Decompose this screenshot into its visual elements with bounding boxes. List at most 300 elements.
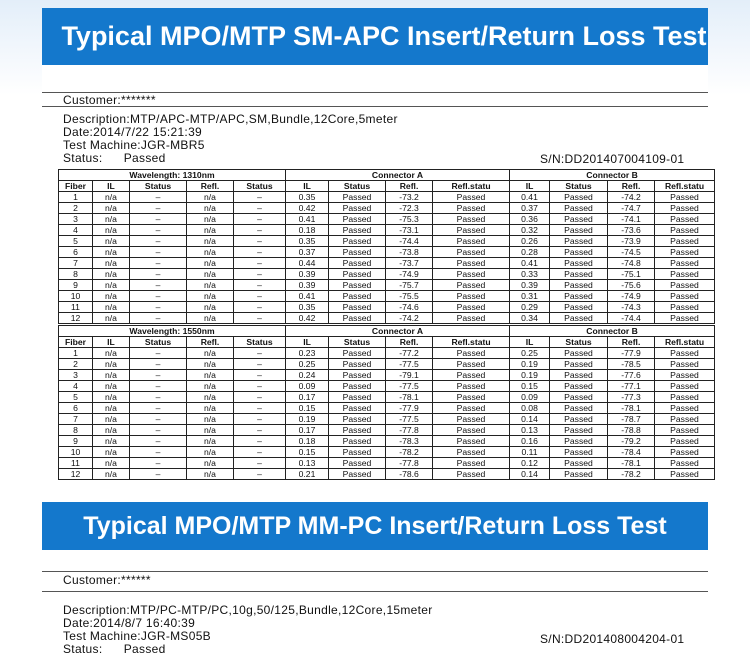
table-row — [59, 269, 715, 280]
table-cell: Passed — [655, 403, 715, 414]
table-cell: -79.2 — [608, 436, 655, 447]
table-cell: 3 — [59, 370, 93, 381]
table-cell: -77.9 — [386, 403, 433, 414]
connector-a-header: Connector A — [286, 170, 510, 181]
table-cell: -74.2 — [608, 192, 655, 203]
table-cell: 0.33 — [510, 269, 550, 280]
table-cell: 0.17 — [286, 392, 329, 403]
table-row — [59, 425, 715, 436]
connector-b-header: Connector B — [510, 170, 715, 181]
table-row — [59, 203, 715, 214]
table-cell: Passed — [655, 280, 715, 291]
column-header: Refl.statu — [655, 181, 715, 192]
table-cell: Passed — [655, 269, 715, 280]
table-cell: -74.9 — [386, 269, 433, 280]
table-cell: n/a — [187, 458, 234, 469]
table-cell: Passed — [550, 225, 608, 236]
table-cell: n/a — [187, 425, 234, 436]
table-cell: Passed — [433, 414, 510, 425]
table-cell: -74.8 — [608, 258, 655, 269]
description-field: Description:MTP/APC-MTP/APC,SM,Bundle,12Core,5meter — [63, 112, 398, 126]
status-field — [63, 643, 166, 656]
table-cell: Passed — [655, 348, 715, 359]
table-cell: n/a — [93, 458, 130, 469]
table-cell: 0.15 — [286, 447, 329, 458]
table-cell: -74.6 — [386, 302, 433, 313]
table-cell: Passed — [329, 469, 386, 480]
column-header: Status — [234, 337, 286, 348]
table-cell: Passed — [329, 447, 386, 458]
table-cell: Passed — [433, 392, 510, 403]
table-cell: -75.1 — [608, 269, 655, 280]
table-cell: – — [234, 236, 286, 247]
table-cell: – — [234, 203, 286, 214]
table-cell: n/a — [187, 436, 234, 447]
test-table-1310 — [58, 169, 715, 324]
table-cell: 0.19 — [510, 359, 550, 370]
table-cell: n/a — [93, 359, 130, 370]
table-cell: Passed — [655, 214, 715, 225]
table-cell: Passed — [655, 192, 715, 203]
table-cell: Passed — [433, 236, 510, 247]
serial-number: S/N:DD201407004109-01 — [540, 152, 685, 166]
table-cell: -78.4 — [608, 447, 655, 458]
table-cell: Passed — [655, 425, 715, 436]
table-cell: 1 — [59, 348, 93, 359]
table-cell: 0.12 — [510, 458, 550, 469]
table-cell: Passed — [550, 414, 608, 425]
table-cell: 0.31 — [510, 291, 550, 302]
column-header: IL — [510, 337, 550, 348]
table-cell: Passed — [655, 291, 715, 302]
table-cell: n/a — [93, 469, 130, 480]
table-cell: Passed — [329, 392, 386, 403]
table-cell: Passed — [655, 392, 715, 403]
table-cell: Passed — [329, 236, 386, 247]
table-cell: 0.35 — [286, 302, 329, 313]
table-cell: Passed — [329, 425, 386, 436]
table-cell: Passed — [655, 313, 715, 324]
table-cell: – — [130, 469, 187, 480]
table-cell: 2 — [59, 203, 93, 214]
table-cell: n/a — [93, 236, 130, 247]
table-cell: – — [234, 302, 286, 313]
table-cell: – — [234, 192, 286, 203]
column-header: Refl. — [608, 337, 655, 348]
table-cell: Passed — [433, 469, 510, 480]
table-cell: Passed — [655, 247, 715, 258]
table-cell: Passed — [329, 247, 386, 258]
divider — [42, 106, 708, 107]
customer-field: Customer:******* — [63, 93, 156, 107]
table-cell: -74.3 — [608, 302, 655, 313]
table-cell: Passed — [433, 403, 510, 414]
table-cell: n/a — [187, 348, 234, 359]
table-row — [59, 403, 715, 414]
table-row — [59, 359, 715, 370]
table-cell: 0.19 — [286, 414, 329, 425]
table-cell: -74.1 — [608, 214, 655, 225]
column-header: Refl. — [608, 181, 655, 192]
table-cell: 0.18 — [286, 436, 329, 447]
table-cell: Passed — [550, 348, 608, 359]
table-cell: Passed — [433, 280, 510, 291]
status-value: Passed — [123, 151, 166, 165]
table-cell: -75.3 — [386, 214, 433, 225]
table-cell: Passed — [550, 469, 608, 480]
column-header: Refl. — [386, 181, 433, 192]
table-cell: -72.3 — [386, 203, 433, 214]
divider — [42, 591, 708, 592]
table-cell: Passed — [329, 403, 386, 414]
table-cell: Passed — [433, 258, 510, 269]
table-cell: Passed — [655, 447, 715, 458]
status-label: Status: — [63, 642, 103, 656]
customer-field: Customer:****** — [63, 573, 151, 587]
table-cell: 0.17 — [286, 425, 329, 436]
table-cell: 0.11 — [510, 447, 550, 458]
table-cell: Passed — [550, 436, 608, 447]
table-row — [59, 381, 715, 392]
table-cell: 0.24 — [286, 370, 329, 381]
table-cell: Passed — [433, 302, 510, 313]
table-cell: n/a — [187, 236, 234, 247]
column-header: IL — [93, 337, 130, 348]
table-cell: n/a — [93, 414, 130, 425]
table-cell: Passed — [655, 236, 715, 247]
table-cell: -78.3 — [386, 436, 433, 447]
table-cell: n/a — [187, 203, 234, 214]
test-machine-field: Test Machine:JGR-MBR5 — [63, 138, 205, 152]
divider — [42, 571, 708, 572]
table-cell: Passed — [329, 381, 386, 392]
table-cell: Passed — [329, 291, 386, 302]
table-cell: -78.5 — [608, 359, 655, 370]
table-cell: Passed — [433, 359, 510, 370]
table-cell: 9 — [59, 436, 93, 447]
table-cell: – — [234, 313, 286, 324]
table-cell: Passed — [655, 414, 715, 425]
table-cell: Passed — [550, 214, 608, 225]
table-row — [59, 447, 715, 458]
table-cell: Passed — [329, 414, 386, 425]
table-cell: n/a — [187, 359, 234, 370]
table-cell: n/a — [93, 258, 130, 269]
table-cell: -77.2 — [386, 348, 433, 359]
table-cell: -73.1 — [386, 225, 433, 236]
table-cell: -77.9 — [608, 348, 655, 359]
table-cell: – — [234, 291, 286, 302]
table-cell: 0.42 — [286, 313, 329, 324]
table-cell: 0.36 — [510, 214, 550, 225]
table-cell: -78.1 — [608, 458, 655, 469]
table-cell: 6 — [59, 403, 93, 414]
table-cell: – — [234, 414, 286, 425]
table-cell: -77.5 — [386, 414, 433, 425]
table-cell: -75.7 — [386, 280, 433, 291]
table-cell: Passed — [550, 313, 608, 324]
table-cell: -75.5 — [386, 291, 433, 302]
table-cell: 11 — [59, 458, 93, 469]
table-cell: -77.5 — [386, 381, 433, 392]
table-cell: Passed — [329, 280, 386, 291]
table-cell: Passed — [550, 192, 608, 203]
table-cell: Passed — [329, 458, 386, 469]
table-cell: 0.34 — [510, 313, 550, 324]
table-cell: – — [130, 247, 187, 258]
table-cell: 0.15 — [510, 381, 550, 392]
table-row — [59, 469, 715, 480]
table-cell: n/a — [187, 192, 234, 203]
table-cell: – — [234, 214, 286, 225]
table-row — [59, 370, 715, 381]
table-cell: – — [234, 370, 286, 381]
table-cell: n/a — [187, 280, 234, 291]
table-cell: Passed — [550, 302, 608, 313]
table-cell: -77.1 — [608, 381, 655, 392]
table-cell: – — [130, 280, 187, 291]
table-cell: Passed — [550, 269, 608, 280]
table-cell: Passed — [329, 348, 386, 359]
table-cell: -78.1 — [608, 403, 655, 414]
table-cell: 3 — [59, 214, 93, 225]
table-cell: 0.18 — [286, 225, 329, 236]
table-cell: – — [234, 403, 286, 414]
table-cell: 11 — [59, 302, 93, 313]
table-cell: – — [234, 258, 286, 269]
table-cell: Passed — [329, 203, 386, 214]
table-cell: – — [130, 359, 187, 370]
table-cell: -73.7 — [386, 258, 433, 269]
table-row — [59, 225, 715, 236]
table-cell: n/a — [93, 203, 130, 214]
column-header: Status — [130, 337, 187, 348]
table-cell: 0.42 — [286, 203, 329, 214]
table-cell: Passed — [550, 392, 608, 403]
table-row — [59, 291, 715, 302]
table-cell: 0.41 — [286, 214, 329, 225]
table-cell: n/a — [93, 436, 130, 447]
column-header: Status — [234, 181, 286, 192]
table-cell: Passed — [550, 381, 608, 392]
table-cell: -78.2 — [608, 469, 655, 480]
table-cell: – — [234, 458, 286, 469]
table-cell: Passed — [655, 381, 715, 392]
table-cell: Passed — [550, 258, 608, 269]
table-cell: 0.37 — [510, 203, 550, 214]
table-cell: – — [130, 414, 187, 425]
table-cell: 0.19 — [510, 370, 550, 381]
table-cell: n/a — [187, 225, 234, 236]
table-cell: n/a — [93, 348, 130, 359]
table-cell: Passed — [550, 280, 608, 291]
table-cell: n/a — [93, 247, 130, 258]
table-cell: Passed — [433, 313, 510, 324]
table-cell: -77.5 — [386, 359, 433, 370]
table-cell: 0.13 — [510, 425, 550, 436]
column-header: Status — [550, 337, 608, 348]
table-cell: – — [130, 192, 187, 203]
wavelength-cell — [59, 170, 286, 181]
table-cell: 0.39 — [286, 269, 329, 280]
table-cell: – — [130, 425, 187, 436]
table-cell: – — [234, 280, 286, 291]
table-cell: -77.8 — [386, 425, 433, 436]
table-cell: Passed — [329, 436, 386, 447]
table-cell: Passed — [329, 370, 386, 381]
column-header: Fiber — [59, 181, 93, 192]
table-cell: 5 — [59, 392, 93, 403]
table-cell: Passed — [433, 192, 510, 203]
table-cell: Passed — [655, 203, 715, 214]
table-cell: n/a — [187, 414, 234, 425]
table-cell: – — [234, 359, 286, 370]
table-cell: 0.35 — [286, 236, 329, 247]
table-cell: 12 — [59, 469, 93, 480]
table-cell: n/a — [187, 469, 234, 480]
table-cell: n/a — [93, 403, 130, 414]
column-header: Status — [329, 181, 386, 192]
table-row — [59, 392, 715, 403]
table-cell: – — [130, 392, 187, 403]
table-cell: Passed — [550, 403, 608, 414]
column-header: Refl.statu — [655, 337, 715, 348]
table-cell: Passed — [329, 225, 386, 236]
table-cell: Passed — [655, 258, 715, 269]
table-cell: 0.39 — [286, 280, 329, 291]
table-cell: n/a — [187, 370, 234, 381]
table-cell: – — [130, 348, 187, 359]
table-cell: n/a — [93, 269, 130, 280]
table-cell: 0.28 — [510, 247, 550, 258]
table-cell: – — [130, 302, 187, 313]
table-cell: 5 — [59, 236, 93, 247]
table-cell: n/a — [187, 258, 234, 269]
column-header: Status — [329, 337, 386, 348]
table-cell: Passed — [655, 458, 715, 469]
table-cell: n/a — [187, 302, 234, 313]
table-cell: Passed — [550, 236, 608, 247]
table-cell: Passed — [550, 291, 608, 302]
column-header: Refl.statu — [433, 181, 510, 192]
table-cell: Passed — [329, 214, 386, 225]
table-row — [59, 458, 715, 469]
table-cell: 0.13 — [286, 458, 329, 469]
table-cell: Passed — [433, 269, 510, 280]
table-cell: Passed — [329, 269, 386, 280]
table-cell: -74.5 — [608, 247, 655, 258]
table-cell: 0.09 — [510, 392, 550, 403]
table-cell: n/a — [187, 381, 234, 392]
table-cell: Passed — [433, 348, 510, 359]
table-cell: – — [130, 313, 187, 324]
table-row — [59, 214, 715, 225]
table-cell: – — [234, 381, 286, 392]
table-cell: 0.37 — [286, 247, 329, 258]
table-row — [59, 192, 715, 203]
table-cell: 4 — [59, 225, 93, 236]
table-cell: 0.41 — [510, 192, 550, 203]
table-cell: Passed — [655, 436, 715, 447]
wavelength-value: 1310nm — [182, 170, 215, 180]
connector-a-header: Connector A — [286, 326, 510, 337]
table-cell: n/a — [187, 447, 234, 458]
table-cell: 0.26 — [510, 236, 550, 247]
table-cell: Passed — [433, 447, 510, 458]
table-cell: Passed — [550, 458, 608, 469]
table-cell: -78.1 — [386, 392, 433, 403]
column-header: Fiber — [59, 337, 93, 348]
wavelength-cell — [59, 326, 286, 337]
column-header: Refl. — [386, 337, 433, 348]
table-cell: 0.41 — [286, 291, 329, 302]
table-cell: -73.8 — [386, 247, 433, 258]
table-cell: -78.8 — [608, 425, 655, 436]
table-cell: Passed — [655, 225, 715, 236]
table-cell: 12 — [59, 313, 93, 324]
table-cell: 0.44 — [286, 258, 329, 269]
table-cell: 10 — [59, 291, 93, 302]
table-cell: – — [130, 403, 187, 414]
column-header: IL — [286, 337, 329, 348]
table-cell: Passed — [433, 425, 510, 436]
table-cell: -73.2 — [386, 192, 433, 203]
table-cell: Passed — [550, 203, 608, 214]
table-cell: 0.09 — [286, 381, 329, 392]
table-cell: n/a — [187, 313, 234, 324]
table-cell: 0.08 — [510, 403, 550, 414]
table-cell: n/a — [187, 403, 234, 414]
table-cell: -78.6 — [386, 469, 433, 480]
description-field: Description:MTP/PC-MTP/PC,10g,50/125,Bundle,12Core,15meter — [63, 603, 433, 617]
table-cell: Passed — [433, 381, 510, 392]
table-cell: 0.14 — [510, 414, 550, 425]
table-cell: n/a — [187, 392, 234, 403]
table-row — [59, 280, 715, 291]
table-cell: – — [234, 425, 286, 436]
table-cell: n/a — [93, 425, 130, 436]
table-cell: 0.35 — [286, 192, 329, 203]
report-title: Typical MPO/MTP SM-APC Insert/Return Loss Test Report — [61, 21, 707, 108]
table-cell: -73.9 — [608, 236, 655, 247]
table-cell: Passed — [329, 302, 386, 313]
report-title: Typical MPO/MTP MM-PC Insert/Return Loss Test Report — [83, 512, 667, 588]
column-header: Refl. — [187, 337, 234, 348]
table-row — [59, 247, 715, 258]
table-cell: Passed — [329, 359, 386, 370]
table-cell: Passed — [329, 258, 386, 269]
table-cell: – — [130, 458, 187, 469]
table-row — [59, 348, 715, 359]
table-cell: n/a — [93, 192, 130, 203]
table-cell: Passed — [433, 247, 510, 258]
table-cell: n/a — [93, 291, 130, 302]
table-cell: n/a — [93, 392, 130, 403]
table-cell: -73.6 — [608, 225, 655, 236]
table-cell: n/a — [187, 247, 234, 258]
table-cell: – — [130, 214, 187, 225]
table-cell: 0.14 — [510, 469, 550, 480]
table-row — [59, 436, 715, 447]
table-cell: – — [234, 392, 286, 403]
table-cell: – — [130, 436, 187, 447]
table-cell: 0.21 — [286, 469, 329, 480]
test-table-1550 — [58, 325, 715, 480]
table-cell: -74.7 — [608, 203, 655, 214]
table-cell: Passed — [433, 436, 510, 447]
table-cell: n/a — [187, 291, 234, 302]
table-cell: 0.15 — [286, 403, 329, 414]
